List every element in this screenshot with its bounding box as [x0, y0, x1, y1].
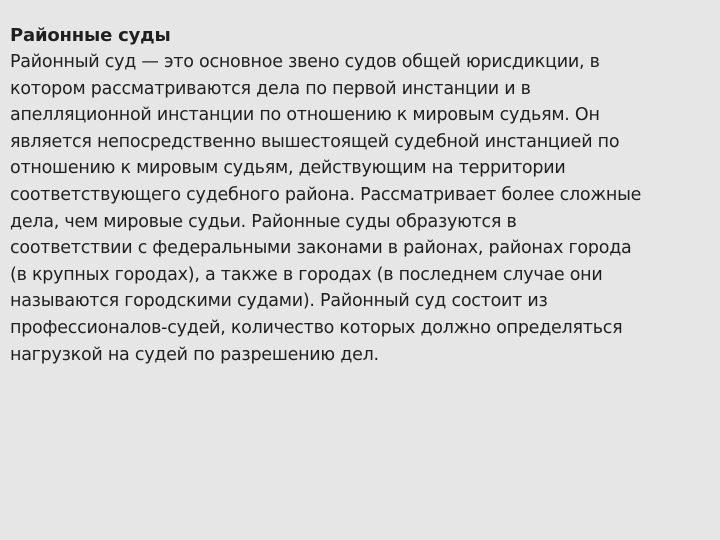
text-line: дела, чем мировые судьи. Районные суды образуются в [10, 211, 517, 232]
text-line: Районный суд — это основное звено судов общей юрисдикции, в [10, 52, 600, 72]
text-line: профессионалов-судей, количество которых должно определяться [10, 317, 623, 338]
text-line: нагрузкой на судей по разрешению дел. [10, 344, 379, 365]
text-line: является непосредственно вышестоящей судебной инстанцией по [10, 131, 620, 152]
text-line: апелляционной инстанции по отношению к мировым судьям. Он [10, 105, 600, 126]
text-line: отношению к мировым судьям, действующим на территории [10, 158, 566, 179]
text-line: соответствующего судебного района. Рассматривает более сложные [10, 184, 642, 205]
text-line: (в крупных городах), а также в городах (в последнем случае они [10, 264, 603, 285]
slide-body-text [10, 49, 714, 368]
slide-content [10, 22, 714, 368]
text-line: соответствии с федеральными законами в районах, районах города [10, 238, 632, 259]
slide-title: Районные суды [10, 25, 171, 46]
text-line: котором рассматриваются дела по первой инстанции и в [10, 78, 531, 99]
text-line: называются городскими судами). Районный суд состоит из [10, 291, 548, 312]
